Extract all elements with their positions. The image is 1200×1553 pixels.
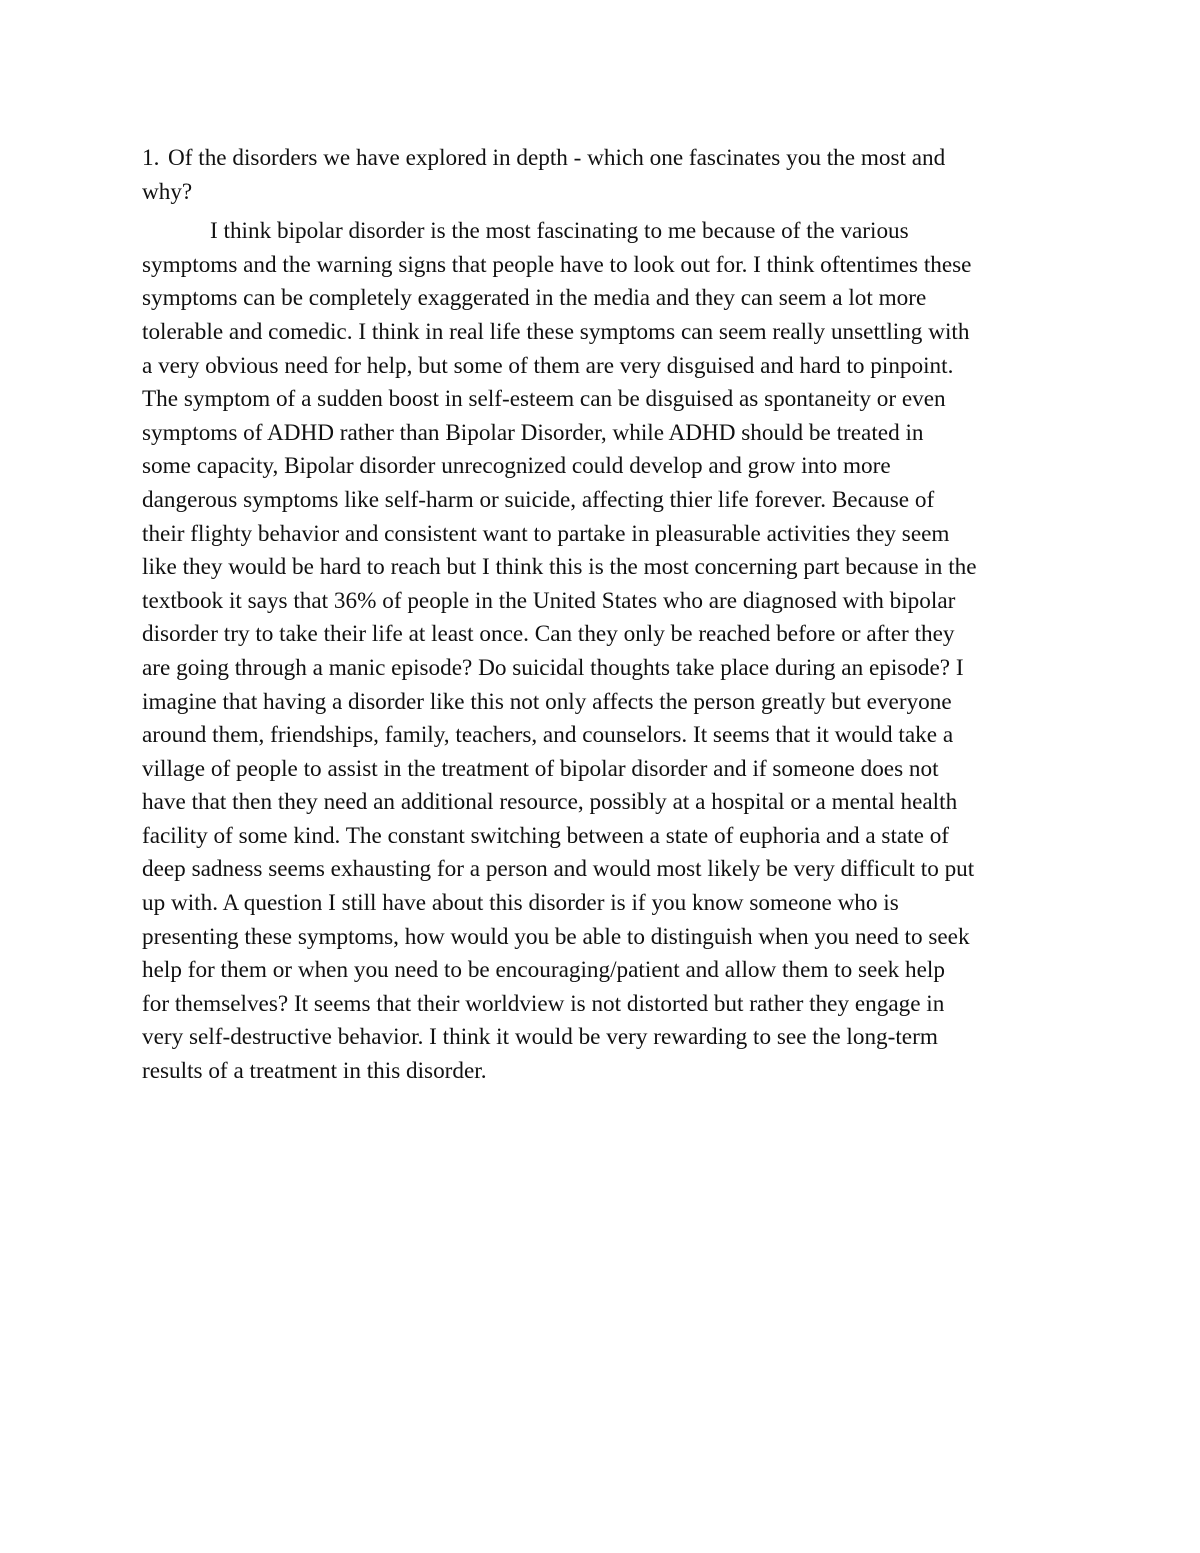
- question-block: [142, 142, 1072, 176]
- question-text: [168, 142, 1072, 176]
- answer-line: like they would be hard to reach but I think this is the most concerning part because in the: [142, 554, 977, 581]
- answer-line: I think bipolar disorder is the most fascinating to me because of the various: [210, 218, 909, 245]
- answer-line: textbook it says that 36% of people in the United States who are diagnosed with bipolar: [142, 587, 956, 614]
- answer-paragraph: [142, 215, 1072, 1088]
- answer-line: a very obvious need for help, but some of them are very disguised and hard to pinpoint.: [142, 352, 954, 379]
- answer-line: facility of some kind. The constant switching between a state of euphoria and a state of: [142, 822, 950, 849]
- answer-line: symptoms can be completely exaggerated in the media and they can seem a lot more: [142, 285, 927, 312]
- answer-line: around them, friendships, family, teachers, and counselors. It seems that it would take a: [142, 722, 954, 749]
- answer-line: The symptom of a sudden boost in self-esteem can be disguised as spontaneity or even: [142, 386, 946, 413]
- answer-line: symptoms and the warning signs that people have to look out for. I think oftentimes these: [142, 251, 972, 278]
- answer-line: are going through a manic episode? Do suicidal thoughts take place during an episode? I: [142, 654, 964, 681]
- answer-line: dangerous symptoms like self-harm or suicide, affecting thier life forever. Because of: [142, 486, 935, 513]
- answer-line: have that then they need an additional resource, possibly at a hospital or a mental health: [142, 789, 958, 816]
- question-line: Of the disorders we have explored in depth - which one fascinates you the most and: [168, 145, 946, 171]
- document-body: [142, 142, 1072, 1089]
- question-number: 1.: [142, 145, 160, 171]
- answer-line: imagine that having a disorder like this not only affects the person greatly but everyone: [142, 688, 952, 715]
- question-line: why?: [142, 178, 193, 205]
- answer-line: help for them or when you need to be encouraging/patient and allow them to seek help: [142, 957, 945, 984]
- answer-line: village of people to assist in the treatment of bipolar disorder and if someone does not: [142, 755, 939, 782]
- answer-line: for themselves? It seems that their worldview is not distorted but rather they engage in: [142, 990, 945, 1017]
- answer-line: some capacity, Bipolar disorder unrecognized could develop and grow into more: [142, 453, 891, 480]
- answer-line: presenting these symptoms, how would you be able to distinguish when you need to seek: [142, 923, 970, 950]
- answer-line: very self-destructive behavior. I think it would be very rewarding to see the long-term: [142, 1024, 938, 1051]
- answer-line: tolerable and comedic. I think in real life these symptoms can seem really unsettling with: [142, 318, 970, 345]
- answer-line: deep sadness seems exhausting for a person and would most likely be very difficult to put: [142, 856, 975, 883]
- answer-line: symptoms of ADHD rather than Bipolar Disorder, while ADHD should be treated in: [142, 419, 924, 446]
- question-continuation: [142, 176, 1072, 210]
- answer-line: disorder try to take their life at least once. Can they only be reached before or after they: [142, 621, 955, 648]
- answer-line: results of a treatment in this disorder.: [142, 1058, 487, 1085]
- answer-line: up with. A question I still have about this disorder is if you know someone who is: [142, 890, 899, 917]
- answer-line: their flighty behavior and consistent want to partake in pleasurable activities they seem: [142, 520, 950, 547]
